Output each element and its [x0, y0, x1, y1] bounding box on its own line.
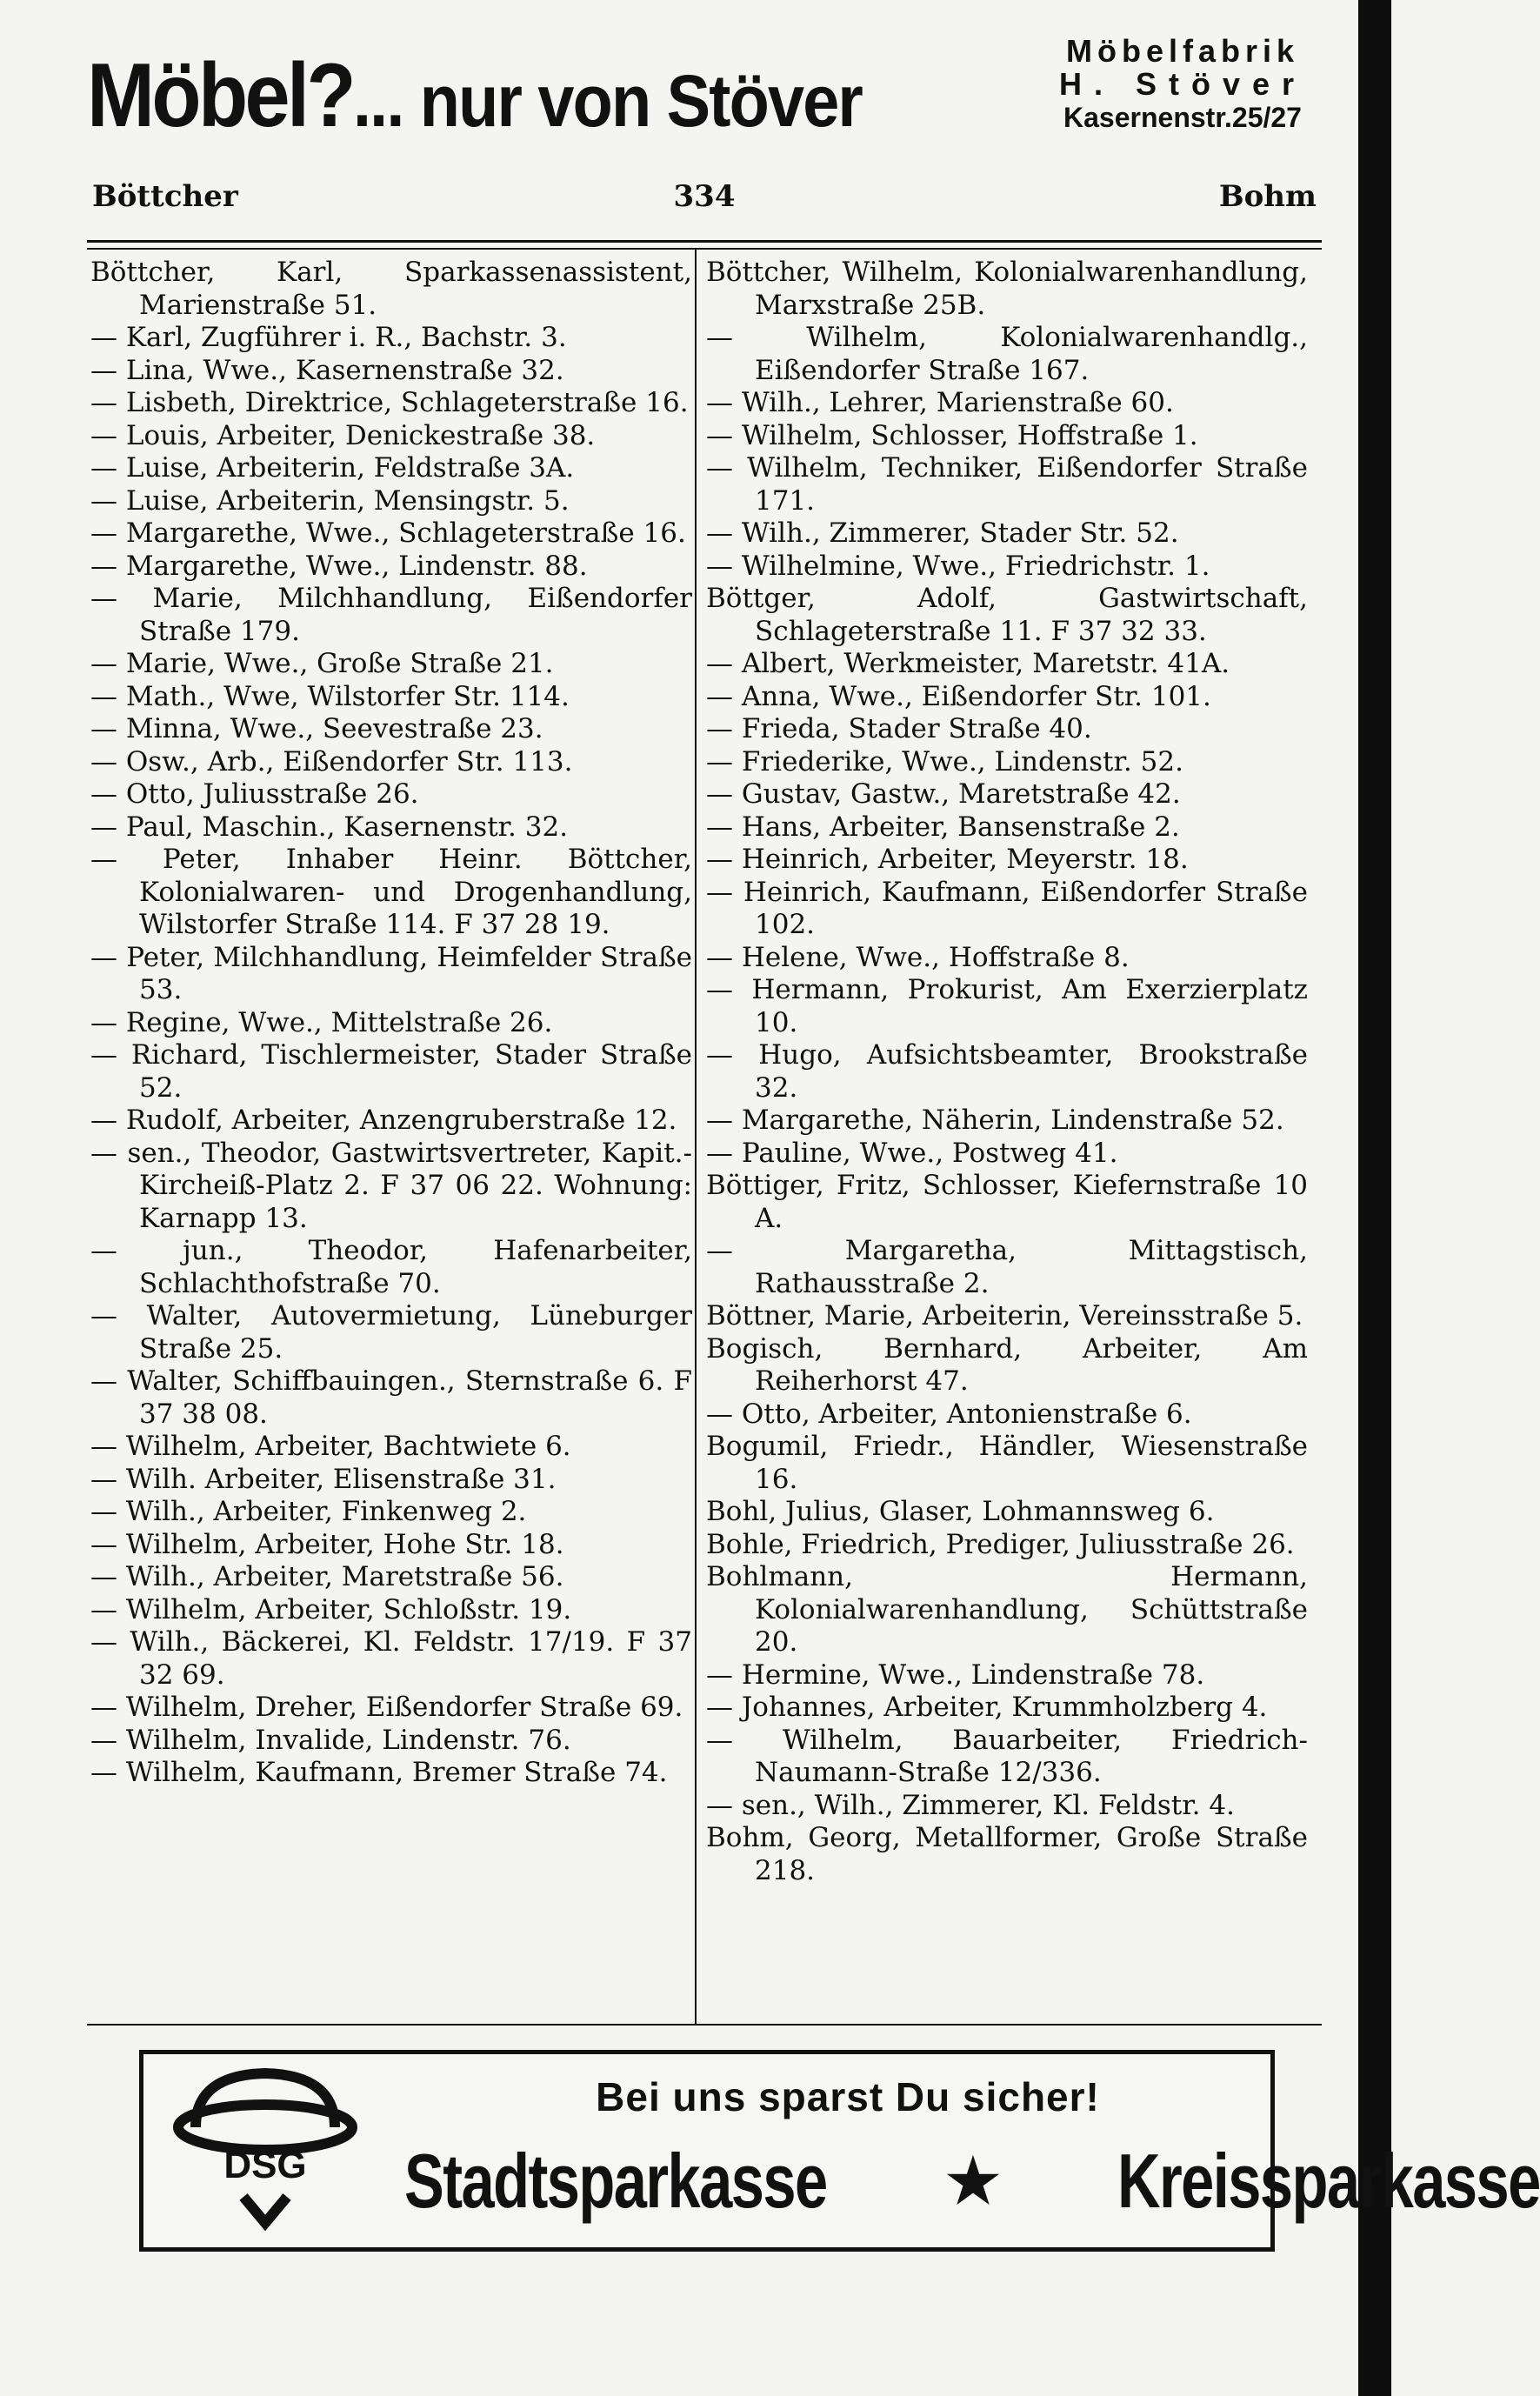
directory-entry: — Lisbeth, Direktrice, Schlageterstraße 16. [90, 387, 689, 418]
page-number: 334 [673, 179, 736, 214]
directory-entry: — Margarethe, Wwe., Lindenstr. 88. [90, 550, 588, 582]
directory-entry: — Minna, Wwe., Seevestraße 23. [90, 713, 543, 744]
directory-entry: — Margarethe, Näherin, Lindenstraße 52. [706, 1105, 1284, 1136]
running-header [87, 179, 1322, 240]
directory-entry: — Wilhelm, Kolonialwarenhandlg., Eißendorfer Straße 167. [706, 322, 1308, 386]
directory-entry: — Regine, Wwe., Mittelstraße 26. [90, 1006, 553, 1038]
directory-entry: — Wilh., Arbeiter, Finkenweg 2. [90, 1496, 527, 1527]
directory-entry: — Wilh. Arbeiter, Elisenstraße 31. [90, 1463, 557, 1495]
directory-entry: — Paul, Maschin., Kasernenstr. 32. [90, 811, 569, 843]
ad-slogan-main: Möbel? [87, 45, 353, 146]
ad-company-line1: Möbelfabrik [1065, 33, 1300, 69]
directory-entry: — Wilhelmine, Wwe., Friedrichstr. 1. [706, 550, 1210, 582]
directory-entry: — Math., Wwe, Wilstorfer Str. 114. [90, 680, 570, 712]
directory-entry: — Walter, Schiffbauingen., Sternstraße 6. F 37 38 08. [90, 1365, 692, 1430]
left-column [90, 257, 692, 1790]
directory-entry: — Hugo, Aufsichtsbeamter, Brookstraße 32. [706, 1039, 1308, 1104]
directory-entry: — Wilhelm, Bauarbeiter, Friedrich-Naumann-Straße 12/336. [706, 1724, 1308, 1788]
directory-page [87, 33, 1540, 2252]
star-icon: ★ [945, 2147, 999, 2215]
header-double-rule [87, 240, 1322, 250]
directory-entry: Böttcher, Wilhelm, Kolonialwarenhandlung, Marxstraße 25B. [706, 257, 1308, 321]
directory-entry: — Anna, Wwe., Eißendorfer Str. 101. [706, 680, 1211, 712]
sparkasse-logo-icon [161, 2066, 370, 2240]
directory-entry: Böttner, Marie, Arbeiterin, Vereinsstraße 5. [706, 1300, 1303, 1331]
directory-entry: — Wilhelm, Dreher, Eißendorfer Straße 69. [90, 1692, 683, 1723]
ad-company-block [1035, 35, 1330, 134]
directory-entry: — Wilhelm, Kaufmann, Bremer Straße 74. [90, 1757, 668, 1788]
directory-columns [87, 250, 1322, 2024]
directory-entry: — Friederike, Wwe., Lindenstr. 52. [706, 745, 1183, 778]
bank-names [404, 2129, 1540, 2233]
directory-entry: — Marie, Milchhandlung, Eißendorfer Straße 179. [90, 583, 692, 647]
directory-entry: — Osw., Arb., Eißendorfer Str. 113. [90, 745, 573, 778]
directory-entry: — Marie, Wwe., Große Straße 21. [90, 648, 554, 679]
directory-entry: Bogumil, Friedr., Händler, Wiesenstraße 16. [706, 1431, 1308, 1495]
directory-entry: — Wilh., Lehrer, Marienstraße 60. [706, 387, 1174, 418]
directory-entry: — Walter, Autovermietung, Lüneburger Straße 25. [90, 1300, 692, 1365]
directory-entry: — Luise, Arbeiterin, Feldstraße 3A. [90, 452, 575, 484]
directory-entry: — Otto, Arbeiter, Antonienstraße 6. [706, 1398, 1192, 1430]
ad-company-line3: Kasernenstr.25/27 [1063, 102, 1302, 133]
furniture-advertisement [87, 35, 1322, 157]
directory-entry: — Otto, Juliusstraße 26. [90, 778, 419, 810]
header-first-name: Böttcher [92, 179, 238, 214]
right-column [706, 257, 1308, 1887]
logo-text: DSG [223, 2144, 307, 2186]
directory-entry: — jun., Theodor, Hafenarbeiter, Schlachthofstraße 70. [90, 1235, 692, 1299]
directory-entry: — Albert, Werkmeister, Maretstr. 41A. [706, 648, 1230, 679]
directory-entry: Böttiger, Fritz, Schlosser, Kiefernstraße 10 A. [706, 1170, 1308, 1234]
directory-entry: — Wilh., Arbeiter, Maretstraße 56. [90, 1561, 564, 1592]
directory-entry: — Wilh., Zimmerer, Stader Str. 52. [706, 517, 1179, 549]
directory-entry: — Lina, Wwe., Kasernenstraße 32. [90, 354, 564, 386]
directory-entry: — Margarethe, Wwe., Schlageterstraße 16. [90, 517, 686, 549]
directory-entry: — Heinrich, Kaufmann, Eißendorfer Straße 102. [706, 876, 1308, 940]
directory-entry: — Wilhelm, Schlosser, Hoffstraße 1. [706, 419, 1198, 451]
directory-entry: — Wilhelm, Arbeiter, Schloßstr. 19. [90, 1593, 572, 1625]
directory-entry: — Margaretha, Mittagstisch, Rathausstraße 2. [706, 1235, 1308, 1299]
directory-entry: — Luise, Arbeiterin, Mensingstr. 5. [90, 484, 570, 517]
directory-entry: — Wilhelm, Invalide, Lindenstr. 76. [90, 1724, 571, 1756]
directory-entry: — sen., Theodor, Gastwirtsvertreter, Kapit.-Kircheiß-Platz 2. F 37 06 22. Wohnung: Karnapp 13. [90, 1137, 692, 1234]
bank-name-kreissparkasse: Kreissparkasse [1117, 2138, 1540, 2224]
column-divider [695, 250, 697, 2024]
bank-advertisement [139, 2050, 1540, 2252]
directory-entry: — Peter, Milchhandlung, Heimfelder Straße 53. [90, 941, 692, 1005]
directory-entry: — Pauline, Wwe., Postweg 41. [706, 1137, 1118, 1169]
directory-entry: — Hermine, Wwe., Lindenstraße 78. [706, 1659, 1205, 1691]
directory-entry: — Hans, Arbeiter, Bansenstraße 2. [706, 811, 1180, 843]
footer-rule [87, 2024, 1322, 2026]
bank-slogan: Bei uns sparst Du sicher! [596, 2074, 1100, 2119]
directory-entry: Bohle, Friedrich, Prediger, Juliusstraße 26. [706, 1528, 1295, 1560]
directory-entry: Bohl, Julius, Glaser, Lohmannsweg 6. [706, 1496, 1215, 1527]
ad-slogan [87, 43, 862, 153]
directory-entry: — Helene, Wwe., Hoffstraße 8. [706, 941, 1130, 973]
directory-entry: Bohm, Georg, Metallformer, Große Straße 218. [706, 1822, 1308, 1886]
directory-entry: — Johannes, Arbeiter, Krummholzberg 4. [706, 1692, 1268, 1723]
directory-entry: Böttger, Adolf, Gastwirtschaft, Schlageterstraße 11. F 37 32 33. [706, 583, 1308, 647]
bank-name-stadtsparkasse: Stadtsparkasse [404, 2138, 827, 2224]
ad-slogan-tail: ... nur von Stöver [352, 60, 863, 142]
directory-entry: — Frieda, Stader Straße 40. [706, 713, 1092, 744]
directory-entry: — Wilhelm, Techniker, Eißendorfer Straße 171. [706, 452, 1308, 517]
directory-entry: — sen., Wilh., Zimmerer, Kl. Feldstr. 4. [706, 1789, 1235, 1821]
directory-entry: — Karl, Zugführer i. R., Bachstr. 3. [90, 322, 567, 353]
directory-entry: Bogisch, Bernhard, Arbeiter, Am Reiherhorst 47. [706, 1332, 1308, 1397]
directory-entry: — Peter, Inhaber Heinr. Böttcher, Kolonialwaren- und Drogenhandlung, Wilstorfer Straße 114. F 37 28 19. [90, 844, 692, 940]
directory-entry: — Wilhelm, Arbeiter, Hohe Str. 18. [90, 1528, 564, 1560]
directory-entry: — Rudolf, Arbeiter, Anzengruberstraße 12. [90, 1105, 677, 1136]
header-last-name: Bohm [1218, 179, 1317, 214]
directory-entry: — Richard, Tischlermeister, Stader Straße 52. [90, 1039, 692, 1104]
directory-entry: — Hermann, Prokurist, Am Exerzierplatz 10. [706, 974, 1308, 1038]
scan-edge [1358, 0, 1391, 2396]
directory-entry: — Wilh., Bäckerei, Kl. Feldstr. 17/19. F 37 32 69. [90, 1626, 692, 1691]
directory-entry: — Heinrich, Arbeiter, Meyerstr. 18. [706, 844, 1189, 875]
directory-entry: Böttcher, Karl, Sparkassenassistent, Marienstraße 51. [90, 257, 692, 321]
directory-entry: — Louis, Arbeiter, Denickestraße 38. [90, 419, 596, 451]
directory-entry: Bohlmann, Hermann, Kolonialwarenhandlung, Schüttstraße 20. [706, 1561, 1308, 1658]
directory-entry: — Gustav, Gastw., Maretstraße 42. [706, 778, 1181, 810]
directory-entry: — Wilhelm, Arbeiter, Bachtwiete 6. [90, 1431, 571, 1462]
ad-company-line2: H. Stöver [1058, 66, 1307, 102]
